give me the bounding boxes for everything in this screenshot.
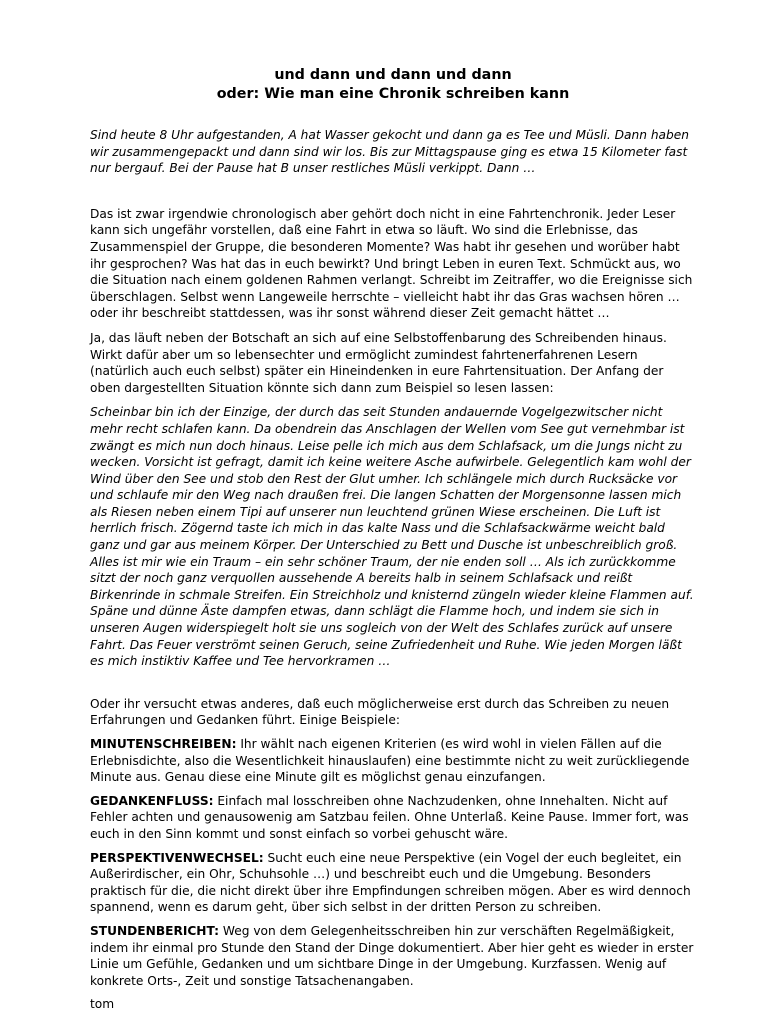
body-paragraph-3: Oder ihr versucht etwas anderes, daß euch möglicherweise erst durch das Schreiben zu neuen Erfahrungen und Gedanken führt. Einige Beispiele: <box>90 696 670 728</box>
definition-term: MINUTENSCHREIBEN: <box>90 737 237 751</box>
title-line-2: oder: Wie man eine Chronik schreiben kann <box>216 86 570 102</box>
definition-term: GEDANKENFLUSS: <box>90 793 214 808</box>
definition-stundenbericht <box>90 923 696 989</box>
document-page <box>90 66 696 1013</box>
definition-perspektivenwechsel <box>90 850 696 916</box>
body-paragraph-2: Ja, das läuft neben der Botschaft an sich auf eine Selbstoffenbarung des Schreibenden hinaus. Wirkt dafür aber um so lebensechter und ermöglicht zumindest fahrtenerfahrenen Lesern (natürlich auch euch selbst) später ein Hineindenken in eure Fahrtensituation. Der Anfang der oben dargestellten Situation könnte sich dann zum Beispiel so lesen lassen: <box>90 330 667 395</box>
definition-term: STUNDENBERICHT: <box>90 923 220 938</box>
definition-gedankenfluss <box>90 793 696 843</box>
signature: tom <box>90 997 115 1012</box>
document-title <box>90 66 696 104</box>
definition-minutenschreiben <box>90 736 696 786</box>
title-line-1: und dann und dann und dann <box>274 67 512 83</box>
story-example-paragraph: Scheinbar bin ich der Einzige, der durch das seit Stunden andauernde Vogelgezwitscher nicht mehr recht schlafen kann. Da obendrein das Anschlagen der Wellen vom See gut vernehmbar ist zwängt es mich nun doch hinaus. Leise pelle ich mich aus dem Schlafsack, um die Jungs nicht zu wecken. Vorsicht ist gefragt, damit ich keine weitere Asche aufwirbele. Gelegentlich kam wohl der Wind über den See und stob den Rest der Glut umher. Ich schlängele mich durch Rucksäcke vor und schlaufe mir den Weg nach draußen frei. Die langen Schatten der Morgensonne lassen mich als Riesen neben einem Tipi auf unserer nun leuchtend grünen Wiese erscheinen. Die Luft ist herrlich frisch. Zögernd taste ich mich in das kalte Nass und die Schlafsackwärme weicht bald ganz und gar aus meinem Körper. Der Unterschied zu Bett und Dusche ist unbeschreiblich groß. Alles ist mir wie ein Traum – ein sehr schöner Traum, der nie enden soll … Als ich zurückkomme sitzt der noch ganz verquollen aussehende A bereits halb in seinem Schlafsack und reißt Birkenrinde in schmale Streifen. Ein Streichholz und knisternd züngeln wieder kleine Flammen auf. Späne und dünne Äste dampfen etwas, dann schlägt die Flamme hoch, und indem sie sich in unseren Augen widerspiegelt holt sie uns sogleich von der Welt des Schlafes zurück auf unsere Fahrt. Das Feuer verströmt seinen Geruch, seine Zufriedenheit und Ruhe. Wie jeden Morgen läßt es mich instiktiv Kaffee und Tee hervorkramen … <box>90 405 694 669</box>
body-paragraph-1: Das ist zwar irgendwie chronologisch aber gehört doch nicht in eine Fahrtenchronik. Jeder Leser kann sich ungefähr vorstellen, daß eine Fahrt in etwa so läuft. Wo sind die Erlebnisse, das Zusammenspiel der Gruppe, die besonderen Momente? Was habt ihr gesehen und worüber habt ihr gesprochen? Was hat das in euch bewirkt? Und bringt Leben in euren Text. Schmückt aus, wo die Situation nach einem goldenen Rahmen verlangt. Schreibt im Zeitraffer, wo die Ereignisse sich überschlagen. Selbst wenn Langeweile herrschte – vielleicht habt ihr das Gras wachsen hören … oder ihr beschreibt stattdessen, was ihr sonst während dieser Zeit gemacht hättet … <box>90 206 693 321</box>
definition-text: Weg von dem Gelegenheitsschreiben hin zur verschäften Regelmäßigkeit, indem ihr einmal pro Stunde den Stand der Dinge dokumentiert. Aber hier geht es wieder in erster Linie um Gefühle, Gedanken und um sichtbare Dinge in der Umgebung. Kurzfassen. Wenig auf konkrete Orts-, Zeit und sonstige Tatsachenangaben. <box>90 923 694 988</box>
definition-text: Sucht euch eine neue Perspektive (ein Vogel der euch begleitet, ein Außerirdischer, ein Ohr, Schuhsohle …) und beschreibt euch und die Umgebung. Besonders praktisch für die, die nicht direkt über ihre Empfindungen schreiben mögen. Aber es wird dennoch spannend, wenn es darum geht, über sich selbst in der dritten Person zu schreiben. <box>90 850 691 915</box>
definition-text: Einfach mal losschreiben ohne Nachzudenken, ohne Innehalten. Nicht auf Fehler achten und genausowenig am Satzbau feilen. Ohne Unterlaß. Keine Pause. Immer fort, was euch in den Sinn kommt und sonst einfach so vorbei gehuscht wäre. <box>90 793 689 841</box>
definition-text: Ihr wählt nach eigenen Kriterien (es wird wohl in vielen Fällen auf die Erlebnisdichte, also die Wesentlichkeit hinauslaufen) eine bestimmte nicht zu weit zurückliegende Minute aus. Genau diese eine Minute gilt es möglichst genau einzufangen. <box>90 737 690 785</box>
intro-example-paragraph: Sind heute 8 Uhr aufgestanden, A hat Wasser gekocht und dann ga es Tee und Müsli. Dann haben wir zusammengepackt und dann sind wir los. Bis zur Mittagspause ging es etwa 15 Kilometer fast nur bergauf. Bei der Pause hat B unser restliches Müsli verkippt. Dann … <box>90 128 689 176</box>
definition-term: PERSPEKTIVENWECHSEL: <box>90 850 264 865</box>
